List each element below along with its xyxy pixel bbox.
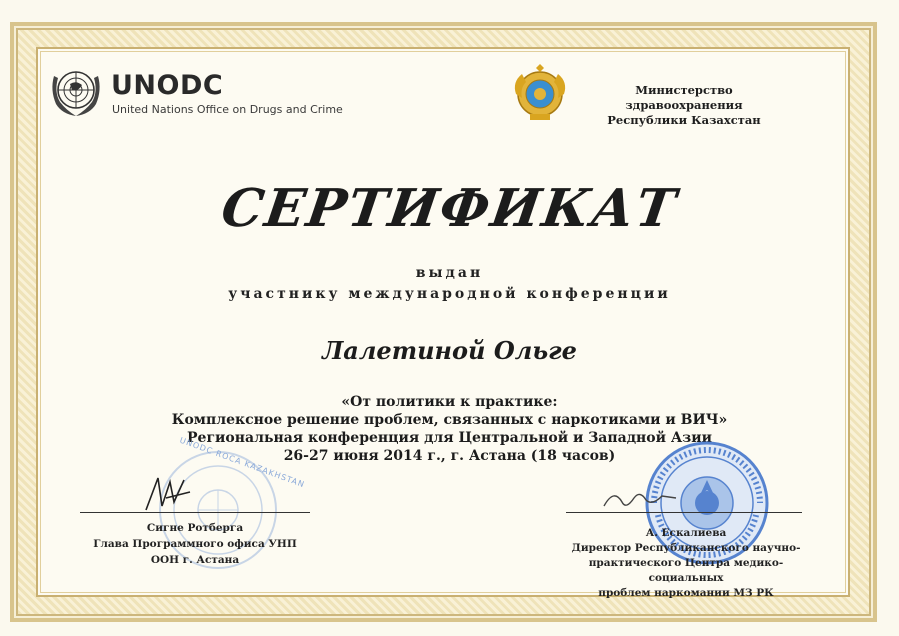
- kazakhstan-emblem-icon: [510, 64, 570, 124]
- conference-line-4: 26-27 июня 2014 г., г. Астана (18 часов): [283, 448, 616, 464]
- left-signatory: [60, 520, 330, 568]
- issued-label: выдан: [415, 265, 484, 281]
- right-signatory: [556, 526, 816, 601]
- right-signatory-name: А. Ескалиева: [645, 527, 727, 539]
- left-signature: [140, 472, 200, 516]
- conference-line-3: Региональная конференция для Центральной и Западной Азии: [187, 430, 712, 446]
- conference-line-2: Комплексное решение проблем, связанных с наркотиками и ВИЧ»: [171, 412, 728, 428]
- right-signatory-title-3: проблем наркомании МЗ РК: [598, 587, 774, 599]
- ministry-title: [584, 83, 784, 128]
- left-signatory-title-2: ООН г. Астана: [150, 554, 240, 566]
- left-signature-line: [80, 512, 310, 513]
- issued-to-label: участнику международной конференции: [228, 286, 671, 302]
- right-signature-line: [566, 512, 802, 513]
- org-subtitle: United Nations Office on Drugs and Crime: [112, 103, 343, 116]
- ministry-line-2: Республики Казахстан: [607, 113, 761, 127]
- left-signatory-name: Сигне Ротберга: [146, 522, 244, 534]
- right-signatory-title-1: Директор Республиканского научно-: [571, 542, 801, 554]
- right-signatory-title-2: практического Центра медико-социальных: [588, 557, 784, 584]
- certificate-title: СЕРТИФИКАТ: [217, 178, 682, 239]
- conference-line-1: «От политики к практике:: [341, 394, 558, 410]
- ministry-line-1: Министерство здравоохранения: [625, 83, 743, 112]
- recipient-name: Лалетиной Ольге: [322, 336, 577, 365]
- right-signature: [600, 484, 680, 514]
- left-signatory-title-1: Глава Программного офиса УНП: [93, 538, 297, 550]
- un-emblem-icon: [48, 66, 104, 118]
- left-stamp-text: UNODC ROCA KAZAKHSTAN: [178, 435, 307, 490]
- org-name: UNODC: [111, 70, 224, 101]
